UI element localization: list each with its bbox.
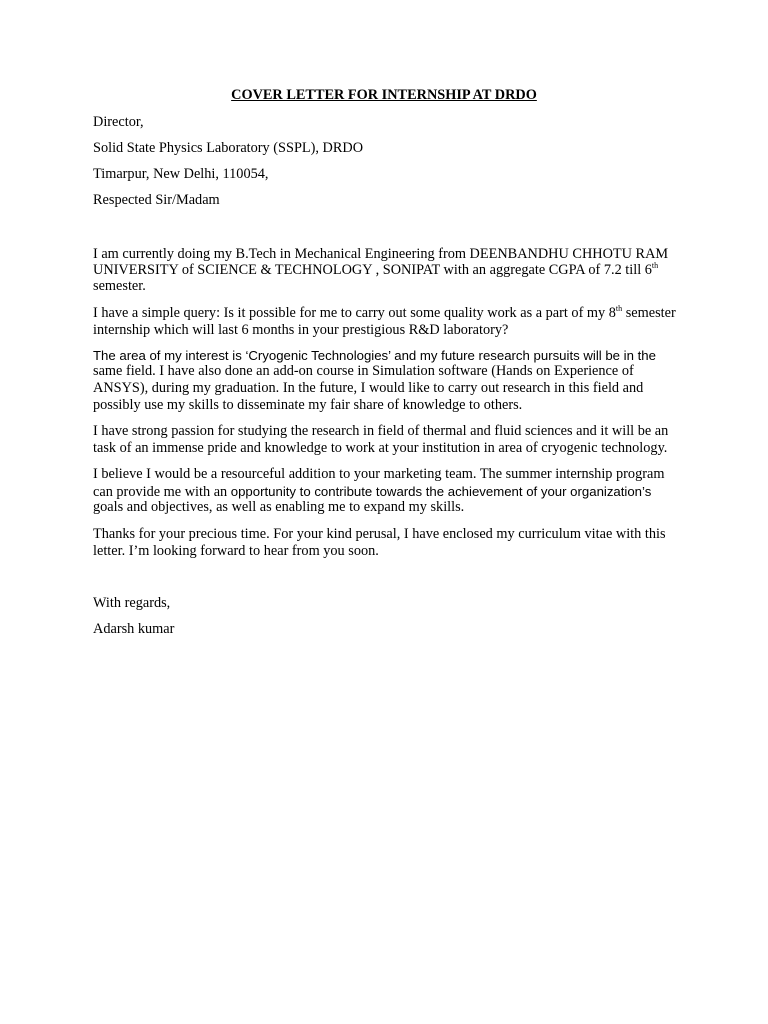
paragraph-5-line-2-text-a: can provide me with an: [93, 484, 231, 500]
superscript-th: th: [651, 261, 659, 271]
paragraph-2-line-2: internship which will last 6 months in your prestigious R&D laboratory?: [93, 322, 509, 338]
superscript-th: th: [615, 304, 623, 314]
closing: With regards,: [93, 595, 171, 611]
paragraph-5-line-2-text-b: opportunity to contribute towards the achievement of your organization’s: [230, 484, 652, 499]
paragraph-1-line-2-text: UNIVERSITY of SCIENCE & TECHNOLOGY , SONIPAT with an aggregate CGPA of 7.2 till 6: [93, 262, 652, 278]
lab-name: Solid State Physics Laboratory (SSPL), DRDO: [93, 140, 364, 156]
letter-title: COVER LETTER FOR INTERNSHIP AT DRDO: [231, 87, 537, 103]
paragraph-1-line-2: [93, 262, 658, 279]
paragraph-1-line-1: I am currently doing my B.Tech in Mechanical Engineering from DEENBANDHU CHHOTU RAM: [93, 246, 669, 262]
paragraph-3-line-3: ANSYS), during my graduation. In the future, I would like to carry out research in this field and: [93, 380, 644, 396]
address: Timarpur, New Delhi, 110054,: [93, 166, 269, 182]
paragraph-2-line-1-text-a: I have a simple query: Is it possible for me to carry out some quality work as a part of my 8: [93, 305, 616, 321]
paragraph-3-line-1: The area of my interest is ‘Cryogenic Technologies’ and my future research pursuits will be in the: [93, 348, 656, 363]
addressee: Director,: [93, 114, 144, 130]
paragraph-3-line-2: same field. I have also done an add-on course in Simulation software (Hands on Experience of: [93, 363, 634, 379]
paragraph-2-line-1: [93, 305, 676, 322]
signature: Adarsh kumar: [93, 621, 175, 637]
paragraph-6-line-1: Thanks for your precious time. For your kind perusal, I have enclosed my curriculum vitae with this: [93, 526, 666, 542]
paragraph-5-line-1: I believe I would be a resourceful addition to your marketing team. The summer internship program: [93, 466, 665, 482]
paragraph-3-line-4: possibly use my skills to disseminate my fair share of knowledge to others.: [93, 397, 523, 413]
paragraph-6-line-2: letter. I’m looking forward to hear from you soon.: [93, 543, 379, 559]
paragraph-1-line-3: semester.: [93, 278, 146, 294]
paragraph-4-line-2: task of an immense pride and knowledge to work at your institution in area of cryogenic technology.: [93, 440, 668, 456]
paragraph-5-line-3: goals and objectives, as well as enabling me to expand my skills.: [93, 499, 465, 515]
paragraph-4-line-1: I have strong passion for studying the research in field of thermal and fluid sciences and it will be an: [93, 423, 669, 439]
paragraph-2-line-1-text-b: semester: [622, 305, 676, 321]
salutation: Respected Sir/Madam: [93, 192, 220, 208]
